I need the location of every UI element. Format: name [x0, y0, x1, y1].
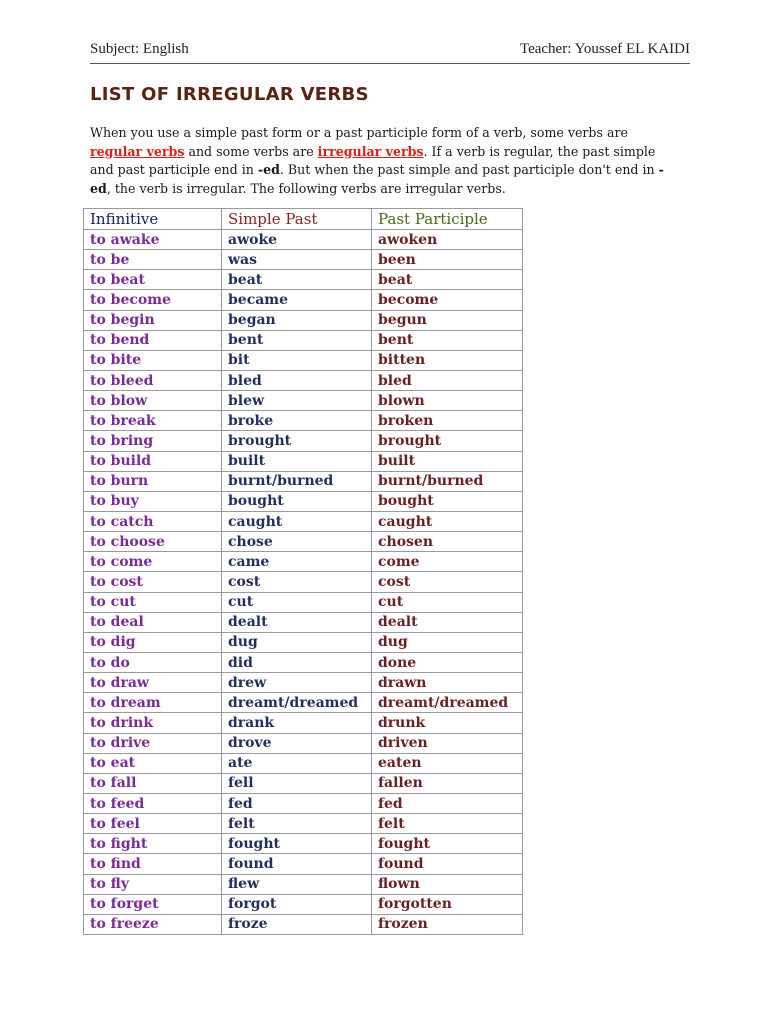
cell-simple-past: drove	[222, 733, 372, 753]
ed-suffix-2: -ed	[90, 162, 664, 196]
table-row	[84, 814, 523, 834]
irregular-verbs-table	[83, 208, 523, 935]
cell-past-participle: beat	[372, 270, 523, 290]
table-row	[84, 894, 523, 914]
cell-past-participle: awoken	[372, 230, 523, 250]
cell-simple-past: awoke	[222, 230, 372, 250]
cell-past-participle: bled	[372, 370, 523, 390]
cell-past-participle: come	[372, 552, 523, 572]
cell-infinitive: to drink	[84, 713, 222, 733]
cell-infinitive: to draw	[84, 673, 222, 693]
cell-past-participle: built	[372, 451, 523, 471]
cell-simple-past: bent	[222, 330, 372, 350]
cell-past-participle: fallen	[372, 773, 523, 793]
cell-simple-past: fell	[222, 773, 372, 793]
table-row	[84, 914, 523, 934]
cell-past-participle: become	[372, 290, 523, 310]
cell-infinitive: to beat	[84, 270, 222, 290]
cell-infinitive: to break	[84, 411, 222, 431]
cell-infinitive: to fly	[84, 874, 222, 894]
cell-simple-past: bit	[222, 350, 372, 370]
table-row	[84, 330, 523, 350]
cell-simple-past: dreamt/dreamed	[222, 693, 372, 713]
cell-past-participle: drunk	[372, 713, 523, 733]
page-header	[90, 41, 690, 58]
table-row	[84, 250, 523, 270]
header-divider	[90, 63, 690, 64]
cell-simple-past: built	[222, 451, 372, 471]
cell-infinitive: to feed	[84, 793, 222, 813]
cell-simple-past: came	[222, 552, 372, 572]
table-row	[84, 753, 523, 773]
cell-simple-past: cut	[222, 592, 372, 612]
cell-simple-past: fed	[222, 793, 372, 813]
table-row	[84, 350, 523, 370]
cell-simple-past: brought	[222, 431, 372, 451]
cell-infinitive: to drive	[84, 733, 222, 753]
cell-infinitive: to cut	[84, 592, 222, 612]
table-row	[84, 874, 523, 894]
cell-infinitive: to bleed	[84, 370, 222, 390]
cell-infinitive: to blow	[84, 391, 222, 411]
cell-past-participle: frozen	[372, 914, 523, 934]
cell-infinitive: to catch	[84, 511, 222, 531]
ed-suffix-1: -ed	[257, 162, 280, 177]
cell-simple-past: was	[222, 250, 372, 270]
cell-past-participle: chosen	[372, 532, 523, 552]
table-row	[84, 532, 523, 552]
cell-infinitive: to freeze	[84, 914, 222, 934]
intro-text-5: , the verb is irregular. The following verbs are irregular verbs.	[106, 180, 506, 196]
cell-simple-past: flew	[222, 874, 372, 894]
table-row	[84, 451, 523, 471]
header-past-participle: Past Participle	[372, 209, 523, 230]
intro-text-4: . But when the past simple and past participle don't end in	[279, 162, 659, 177]
intro-paragraph	[90, 124, 680, 198]
cell-simple-past: drew	[222, 673, 372, 693]
cell-past-participle: drawn	[372, 673, 523, 693]
cell-infinitive: to do	[84, 652, 222, 672]
cell-past-participle: bought	[372, 491, 523, 511]
table-row	[84, 411, 523, 431]
cell-infinitive: to fight	[84, 834, 222, 854]
cell-simple-past: dealt	[222, 612, 372, 632]
cell-simple-past: cost	[222, 572, 372, 592]
cell-past-participle: burnt/burned	[372, 471, 523, 491]
intro-text-3: . If a verb is regular, the past simple and past participle end in	[90, 143, 656, 177]
cell-simple-past: drank	[222, 713, 372, 733]
cell-infinitive: to bring	[84, 431, 222, 451]
cell-infinitive: to eat	[84, 753, 222, 773]
cell-simple-past: began	[222, 310, 372, 330]
table-row	[84, 552, 523, 572]
cell-infinitive: to choose	[84, 532, 222, 552]
table-row	[84, 713, 523, 733]
cell-past-participle: fed	[372, 793, 523, 813]
cell-infinitive: to be	[84, 250, 222, 270]
cell-past-participle: dreamt/dreamed	[372, 693, 523, 713]
cell-simple-past: broke	[222, 411, 372, 431]
cell-simple-past: caught	[222, 511, 372, 531]
cell-infinitive: to dig	[84, 632, 222, 652]
cell-past-participle: brought	[372, 431, 523, 451]
cell-infinitive: to build	[84, 451, 222, 471]
table-row	[84, 592, 523, 612]
cell-simple-past: bled	[222, 370, 372, 390]
table-row	[84, 673, 523, 693]
cell-simple-past: ate	[222, 753, 372, 773]
table-row	[84, 270, 523, 290]
table-row	[84, 391, 523, 411]
table-row	[84, 652, 523, 672]
table-row	[84, 310, 523, 330]
regular-verbs-link[interactable]: regular verbs	[90, 143, 185, 159]
cell-infinitive: to dream	[84, 693, 222, 713]
cell-infinitive: to feel	[84, 814, 222, 834]
cell-simple-past: became	[222, 290, 372, 310]
cell-infinitive: to awake	[84, 230, 222, 250]
table-row	[84, 290, 523, 310]
header-infinitive: Infinitive	[84, 209, 222, 230]
cell-infinitive: to deal	[84, 612, 222, 632]
cell-past-participle: blown	[372, 391, 523, 411]
table-row	[84, 431, 523, 451]
cell-infinitive: to bend	[84, 330, 222, 350]
table-row	[84, 572, 523, 592]
table-row	[84, 370, 523, 390]
table-header-row	[84, 209, 523, 230]
table-body	[84, 230, 523, 935]
cell-past-participle: cost	[372, 572, 523, 592]
cell-past-participle: been	[372, 250, 523, 270]
table-row	[84, 632, 523, 652]
cell-simple-past: fought	[222, 834, 372, 854]
cell-infinitive: to bite	[84, 350, 222, 370]
cell-past-participle: felt	[372, 814, 523, 834]
cell-simple-past: burnt/burned	[222, 471, 372, 491]
table-row	[84, 854, 523, 874]
page-title: LIST OF IRREGULAR VERBS	[90, 84, 369, 105]
cell-simple-past: felt	[222, 814, 372, 834]
table-row	[84, 612, 523, 632]
cell-past-participle: dealt	[372, 612, 523, 632]
table-row	[84, 693, 523, 713]
cell-simple-past: forgot	[222, 894, 372, 914]
header-simple-past: Simple Past	[222, 209, 372, 230]
cell-simple-past: blew	[222, 391, 372, 411]
table-row	[84, 491, 523, 511]
cell-infinitive: to become	[84, 290, 222, 310]
cell-simple-past: chose	[222, 532, 372, 552]
cell-infinitive: to buy	[84, 491, 222, 511]
cell-simple-past: froze	[222, 914, 372, 934]
cell-past-participle: driven	[372, 733, 523, 753]
cell-infinitive: to burn	[84, 471, 222, 491]
cell-past-participle: bent	[372, 330, 523, 350]
cell-past-participle: done	[372, 652, 523, 672]
table-row	[84, 230, 523, 250]
cell-infinitive: to forget	[84, 894, 222, 914]
table-row	[84, 834, 523, 854]
cell-past-participle: fought	[372, 834, 523, 854]
cell-infinitive: to fall	[84, 773, 222, 793]
cell-past-participle: bitten	[372, 350, 523, 370]
teacher-label: Teacher: Youssef EL KAIDI	[519, 41, 690, 57]
cell-simple-past: beat	[222, 270, 372, 290]
cell-past-participle: eaten	[372, 753, 523, 773]
cell-past-participle: found	[372, 854, 523, 874]
cell-simple-past: found	[222, 854, 372, 874]
table-row	[84, 733, 523, 753]
intro-text-1: When you use a simple past form or a past participle form of a verb, some verbs are	[90, 125, 628, 140]
cell-past-participle: broken	[372, 411, 523, 431]
cell-past-participle: dug	[372, 632, 523, 652]
table-row	[84, 773, 523, 793]
cell-past-participle: caught	[372, 511, 523, 531]
cell-simple-past: bought	[222, 491, 372, 511]
table-row	[84, 471, 523, 491]
intro-text-2: and some verbs are	[184, 143, 318, 159]
cell-past-participle: cut	[372, 592, 523, 612]
cell-past-participle: forgotten	[372, 894, 523, 914]
cell-simple-past: did	[222, 652, 372, 672]
cell-past-participle: flown	[372, 874, 523, 894]
subject-label: Subject: English	[90, 41, 189, 57]
table-row	[84, 511, 523, 531]
table-row	[84, 793, 523, 813]
cell-infinitive: to come	[84, 552, 222, 572]
irregular-verbs-link[interactable]: irregular verbs	[317, 143, 424, 159]
cell-infinitive: to begin	[84, 310, 222, 330]
cell-simple-past: dug	[222, 632, 372, 652]
cell-infinitive: to cost	[84, 572, 222, 592]
cell-infinitive: to find	[84, 854, 222, 874]
cell-past-participle: begun	[372, 310, 523, 330]
